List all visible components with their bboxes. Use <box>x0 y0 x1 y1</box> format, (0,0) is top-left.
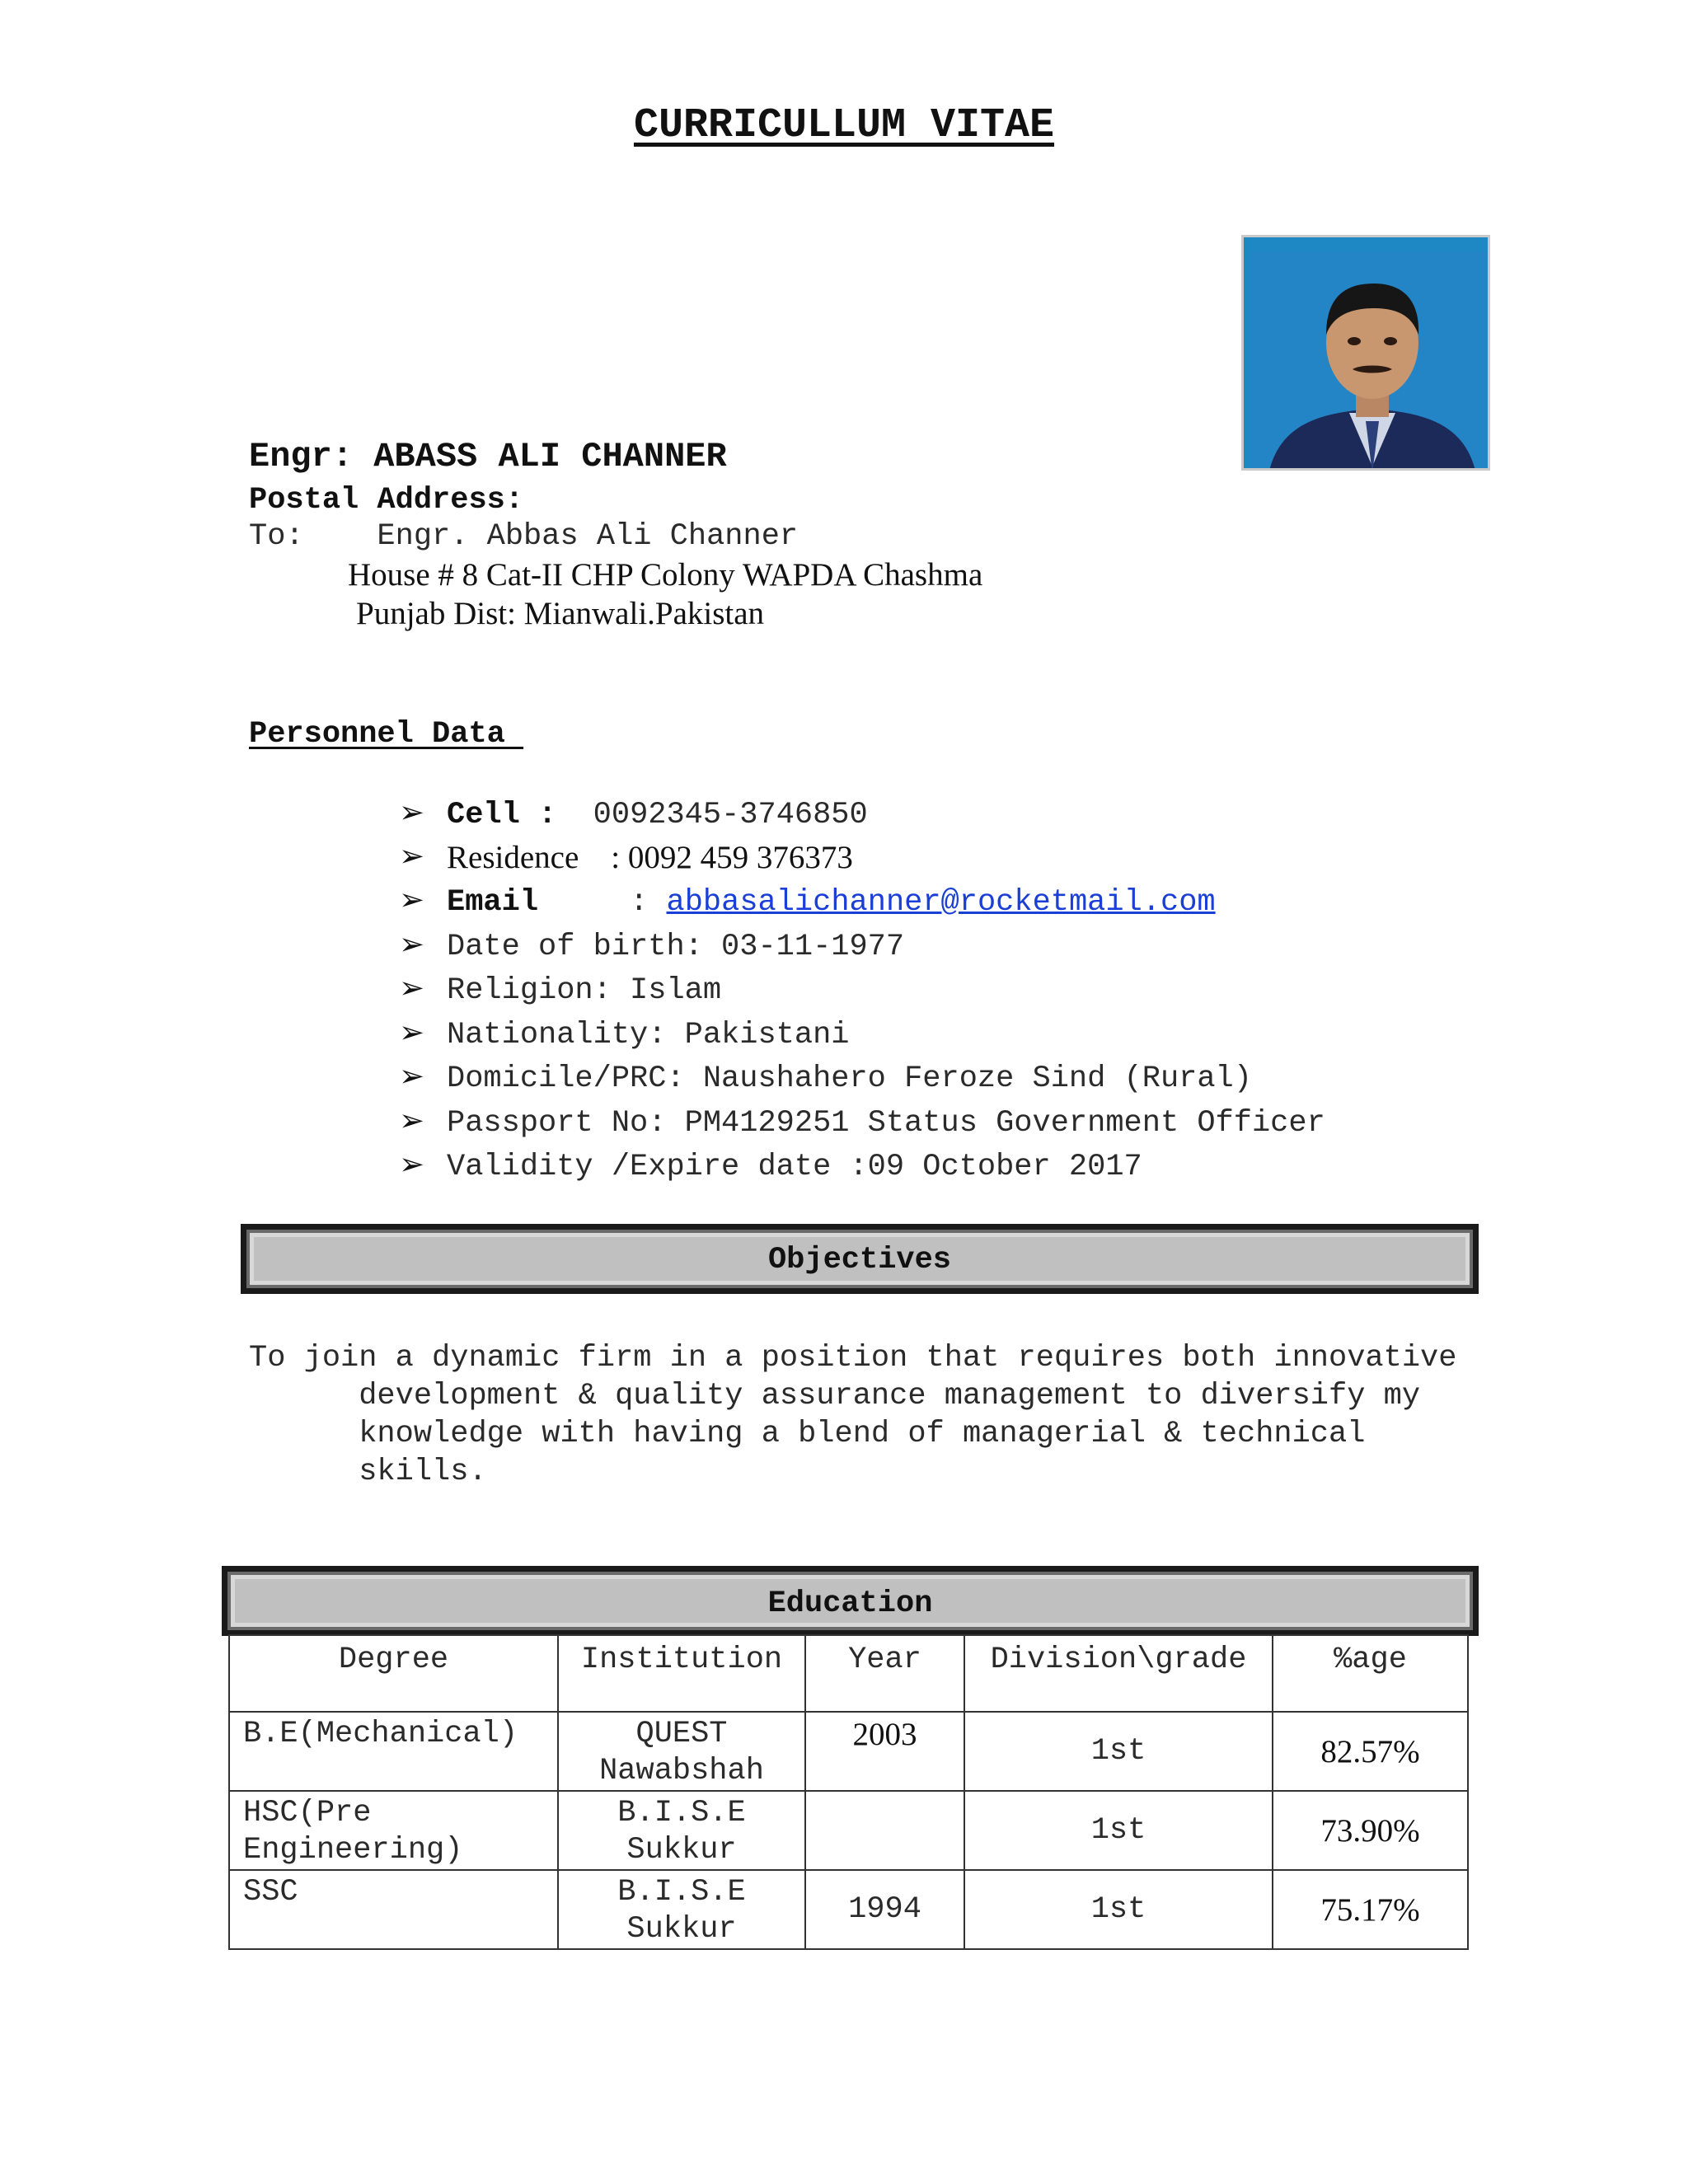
institution-cell <box>558 1712 805 1791</box>
arrow-bullet-icon: ➢ <box>399 1148 425 1182</box>
address-line-1: House # 8 Cat-II CHP Colony WAPDA Chashma <box>348 557 983 593</box>
residence-label: Residence <box>447 840 579 875</box>
candidate-name: Engr: ABASS ALI CHANNER <box>249 437 727 476</box>
nationality-item: Nationality: Pakistani <box>447 1018 850 1052</box>
objectives-heading: Objectives <box>767 1243 952 1277</box>
objective-line: knowledge with having a blend of managerial & technical <box>249 1417 1366 1451</box>
year-cell: 2003 <box>805 1712 964 1791</box>
percentage-cell: 73.90% <box>1273 1791 1468 1870</box>
arrow-bullet-icon: ➢ <box>399 796 425 830</box>
religion-item: Religion: Islam <box>447 973 722 1008</box>
column-header-institution: Institution <box>558 1635 805 1712</box>
year-cell: 1994 <box>805 1870 964 1949</box>
education-heading: Education <box>767 1586 933 1621</box>
degree-text: SSC <box>243 1875 298 1910</box>
objective-text <box>249 1339 1456 1491</box>
objective-line: skills. <box>249 1455 487 1489</box>
institution-text: QUEST <box>635 1717 728 1751</box>
column-header-division: Division\grade <box>964 1635 1273 1712</box>
degree-cell <box>229 1870 558 1949</box>
percentage-cell: 82.57% <box>1273 1712 1468 1791</box>
arrow-bullet-icon: ➢ <box>399 972 425 1005</box>
arrow-bullet-icon: ➢ <box>399 1016 425 1050</box>
arrow-bullet-icon: ➢ <box>399 883 425 917</box>
personnel-data-heading: Personnel Data <box>249 717 524 752</box>
education-heading-band <box>222 1566 1479 1636</box>
table-header-row <box>229 1635 1468 1712</box>
email-separator: : <box>630 885 649 920</box>
column-header-year: Year <box>805 1635 964 1712</box>
degree-text: HSC(Pre <box>243 1796 372 1830</box>
degree-text: Engineering) <box>243 1833 463 1868</box>
institution-cell <box>558 1870 805 1949</box>
division-cell: 1st <box>964 1791 1273 1870</box>
arrow-bullet-icon: ➢ <box>399 1104 425 1138</box>
arrow-bullet-icon: ➢ <box>399 840 425 874</box>
institution-text: Nawabshah <box>599 1754 764 1788</box>
objectives-heading-band <box>241 1224 1479 1294</box>
institution-text: Sukkur <box>626 1912 737 1947</box>
person-portrait-image <box>1250 252 1490 471</box>
degree-cell <box>229 1712 558 1791</box>
cell-item <box>447 798 868 832</box>
document-title: CURRICULLUM VITAE <box>633 102 1055 149</box>
email-label: Email <box>447 885 539 920</box>
objective-line: development & quality assurance management to diversify my <box>249 1379 1421 1413</box>
residence-item <box>447 839 853 876</box>
degree-text: B.E(Mechanical) <box>243 1717 518 1751</box>
cell-value: 0092345-3746850 <box>593 798 868 832</box>
institution-cell <box>558 1791 805 1870</box>
degree-cell <box>229 1791 558 1870</box>
column-header-percentage: %age <box>1273 1635 1468 1712</box>
institution-text: Sukkur <box>626 1833 737 1868</box>
passport-item: Passport No: PM4129251 Status Government Officer <box>447 1106 1325 1141</box>
email-item <box>447 885 1216 920</box>
cell-label: Cell : <box>447 798 557 832</box>
dob-item: Date of birth: 03-11-1977 <box>447 930 905 964</box>
email-link[interactable]: abbasalichanner@rocketmail.com <box>666 885 1216 920</box>
institution-text: B.I.S.E <box>617 1796 746 1830</box>
arrow-bullet-icon: ➢ <box>399 1060 425 1094</box>
percentage-cell: 75.17% <box>1273 1870 1468 1949</box>
profile-photo <box>1241 235 1490 471</box>
arrow-bullet-icon: ➢ <box>399 928 425 962</box>
domicile-item: Domicile/PRC: Naushahero Feroze Sind (Rural) <box>447 1062 1252 1096</box>
residence-value: : 0092 459 376373 <box>611 840 853 875</box>
table-row <box>229 1712 1468 1791</box>
education-table <box>228 1634 1469 1950</box>
division-cell: 1st <box>964 1870 1273 1949</box>
institution-text: B.I.S.E <box>617 1875 746 1910</box>
postal-address-label: Postal Address: <box>249 483 524 518</box>
division-cell: 1st <box>964 1712 1273 1791</box>
objective-line: To join a dynamic firm in a position that requires both innovative <box>249 1341 1457 1376</box>
column-header-degree: Degree <box>229 1635 558 1712</box>
table-row <box>229 1791 1468 1870</box>
addressee-line: To: Engr. Abbas Ali Channer <box>249 519 799 554</box>
year-cell <box>805 1791 964 1870</box>
address-line-2: Punjab Dist: Mianwali.Pakistan <box>356 596 765 631</box>
table-row <box>229 1870 1468 1949</box>
validity-item: Validity /Expire date :09 October 2017 <box>447 1150 1142 1184</box>
